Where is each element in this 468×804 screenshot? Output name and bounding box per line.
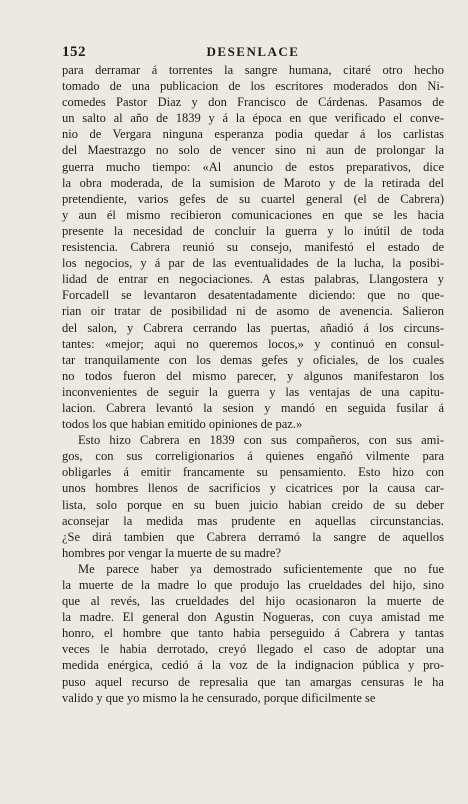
- text-line: resistencia. Cabrera reunió su consejo, manifestó el estado de: [62, 240, 444, 255]
- text-line: tantes: «mejor; aqui no queremos locos,» y continuó en consul-: [62, 336, 444, 351]
- text-line: pretendiente, varios gefes de su cuartel general (el de Cabrera): [62, 191, 444, 206]
- text-line: gos, con sus correligionarios á quienes engañó vilmente para: [62, 449, 444, 464]
- text-line: comedes Pastor Diaz y don Francisco de Cárdenas. Pasamos de: [62, 95, 444, 110]
- text-line: y aun él mismo recibieron comunicaciones en que se les hacia: [62, 207, 444, 222]
- text-line: honro, el hombre que tanto habia perseguido á Cabrera y tantas: [62, 626, 444, 641]
- body-text: [62, 62, 444, 706]
- text-line: inconvenientes de seguir la guerra y las ventajas de una capitu-: [62, 384, 444, 399]
- text-line: para derramar á torrentes la sangre humana, citaré otro hecho: [62, 63, 444, 77]
- text-line: del salon, y Cabrera cerrando las puertas, añadió á los circuns-: [62, 320, 444, 335]
- text-line: del Maestrazgo no solo de vencer sino ni aun de prolongar la: [62, 143, 444, 158]
- text-line: un salto al año de 1839 y á la época en que verificado el conve-: [62, 111, 444, 126]
- text-line: todos los que habian emitido opiniones de paz.»: [62, 417, 303, 432]
- paragraph: [62, 561, 444, 706]
- text-line: hombres por vengar la muerte de su madre?: [62, 545, 282, 560]
- text-line: no todos fueron del mismo parecer, y algunos manifestaron los: [62, 368, 444, 383]
- text-line: aconsejar la medida mas prudente en aquellas circunstancias.: [62, 513, 444, 528]
- text-line: obligarles á emitir francamente su pensamiento. Esto hizo con: [62, 465, 444, 480]
- text-line: valido y que yo mismo la he censurado, porque dificilmente se: [62, 690, 376, 705]
- text-line: rian oir tratar de posibilidad ni de asomo de avenencia. Salieron: [62, 304, 444, 319]
- running-title: DESENLACE: [206, 44, 300, 59]
- text-line: la madre. El general don Agustin Nogueras, con cuya amistad me: [62, 610, 444, 625]
- text-line: veces le habia derrotado, creyó llegado el caso de adoptar una: [62, 642, 444, 657]
- text-line: Esto hizo Cabrera en 1839 con sus compañeros, con sus ami-: [78, 433, 444, 448]
- text-line: lacion. Cabrera levantó la sesion y mandó en seguida fusilar á: [62, 400, 444, 415]
- text-line: Forcadell se levantaron desatentadamente diciendo: que no que-: [62, 288, 444, 303]
- text-line: que al revés, las crueldades del hijo ocasionaron la muerte de: [62, 594, 444, 609]
- text-line: medida enérgica, cedió á la voz de la indignacion pública y pro-: [62, 658, 444, 673]
- text-line: guerra mucho tiempo: «Al anuncio de estos preparativos, dice: [62, 159, 444, 174]
- text-line: presente la necesidad de concluir la guerra y lo inútil de toda: [62, 223, 444, 238]
- page-number: 152: [62, 44, 86, 60]
- text-line: tomado de una publicacion de los escritores moderados don Ni-: [62, 79, 444, 94]
- text-line: lidad de entrar en negociaciones. A estas palabras, Llangostera y: [62, 272, 444, 287]
- page-header: [62, 44, 444, 62]
- text-line: la obra moderada, de la sumision de Maroto y de la retirada del: [62, 175, 444, 190]
- paragraph: [62, 432, 444, 561]
- text-line: nio de Vergara ninguna esperanza podia quedar á los carlistas: [62, 127, 444, 142]
- text-line: Me parece haber ya demostrado suficientemente que no fue: [78, 561, 444, 576]
- paragraph: [62, 62, 444, 432]
- text-line: ¿Se dirá tambien que Cabrera derramó la sangre de aquellos: [62, 529, 444, 544]
- text-line: tar tranquilamente con los demas gefes y oficiales, de los cuales: [62, 352, 444, 367]
- text-line: la muerte de la madre lo que produjo las crueldades del hijo, sino: [62, 578, 444, 592]
- text-line: puso aquel recurso de represalia que tan amargas censuras le ha: [62, 674, 444, 689]
- text-line: lista, solo porque en su buen juicio habian creido de su deber: [62, 497, 444, 512]
- text-line: unos hombres llenos de sacrificios y cicatrices por la causa car-: [62, 481, 444, 496]
- text-line: los negocios, y á par de las eventualidades de la lucha, la posibi-: [62, 256, 444, 271]
